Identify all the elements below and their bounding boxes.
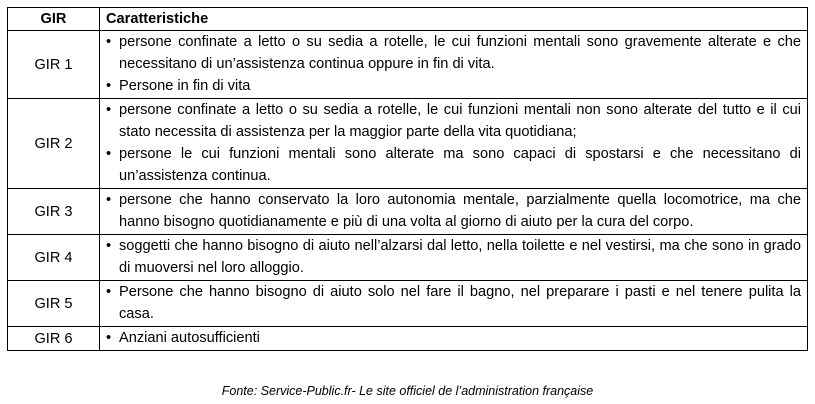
bullet-icon: • <box>106 102 112 118</box>
list-item-text: Persone che hanno bisogno di aiuto solo nel fare il bagno, nel preparare i pasti e nel tenere pulita la casa. <box>119 284 801 322</box>
list-item <box>106 327 801 349</box>
characteristics-cell <box>100 281 808 327</box>
list-item <box>106 189 801 233</box>
characteristics-cell <box>100 31 808 99</box>
table-row <box>8 235 808 281</box>
list-item <box>106 75 801 97</box>
list-item <box>106 143 801 187</box>
list-item-text: persone confinate a letto o su sedia a rotelle, le cui funzioni mentali non sono alterate del tutto e il cui stato necessita di assistenza per la maggior parte della vita quotidiana; <box>119 102 801 140</box>
table-row <box>8 189 808 235</box>
list-item-text: soggetti che hanno bisogno di aiuto nell’alzarsi dal letto, nella toilette e nel vestirsi, ma che sono in grado di muoversi nel loro alloggio. <box>119 238 801 276</box>
gir-level-cell: GIR 5 <box>8 281 100 327</box>
list-item-text: Anziani autosufficienti <box>119 330 260 346</box>
header-characteristics: Caratteristiche <box>100 8 808 31</box>
header-row <box>8 8 808 31</box>
gir-level-cell: GIR 6 <box>8 327 100 351</box>
characteristics-cell <box>100 327 808 351</box>
bullet-icon: • <box>106 192 112 208</box>
bullet-icon: • <box>106 78 112 94</box>
table-row <box>8 31 808 99</box>
bullet-icon: • <box>106 284 112 300</box>
gir-level-cell: GIR 2 <box>8 99 100 189</box>
characteristics-list <box>106 99 801 187</box>
list-item <box>106 99 801 143</box>
bullet-icon: • <box>106 238 112 254</box>
table-row <box>8 99 808 189</box>
table-row <box>8 281 808 327</box>
characteristics-list <box>106 31 801 97</box>
bullet-icon: • <box>106 146 112 162</box>
list-item <box>106 31 801 75</box>
list-item <box>106 235 801 279</box>
list-item-text: persone confinate a letto o su sedia a rotelle, le cui funzioni mentali sono gravemente alterate e che necessitano di un’assistenza continua oppure in fin di vita. <box>119 34 801 72</box>
source-note: Fonte: Service-Public.fr- Le site officiel de l’administration française <box>221 384 594 398</box>
table-row <box>8 327 808 351</box>
list-item <box>106 281 801 325</box>
characteristics-list <box>106 235 801 279</box>
characteristics-list <box>106 281 801 325</box>
list-item-text: persone che hanno conservato la loro autonomia mentale, parzialmente quella locomotrice, ma che hanno bisogno quotidianamente e più di una volta al giorno di aiuto per la cura del corpo. <box>119 192 801 230</box>
characteristics-cell <box>100 189 808 235</box>
bullet-icon: • <box>106 34 112 50</box>
gir-table <box>7 7 808 351</box>
characteristics-cell <box>100 235 808 281</box>
list-item-text: Persone in fin di vita <box>119 78 251 94</box>
list-item-text: persone le cui funzioni mentali sono alterate ma sono capaci di spostarsi e che necessitano di un’assistenza continua. <box>119 146 801 184</box>
characteristics-list <box>106 189 801 233</box>
characteristics-list <box>106 327 801 349</box>
characteristics-cell <box>100 99 808 189</box>
gir-level-cell: GIR 4 <box>8 235 100 281</box>
gir-level-cell: GIR 3 <box>8 189 100 235</box>
header-gir: GIR <box>8 8 100 31</box>
gir-level-cell: GIR 1 <box>8 31 100 99</box>
bullet-icon: • <box>106 330 112 346</box>
table-body <box>8 31 808 351</box>
